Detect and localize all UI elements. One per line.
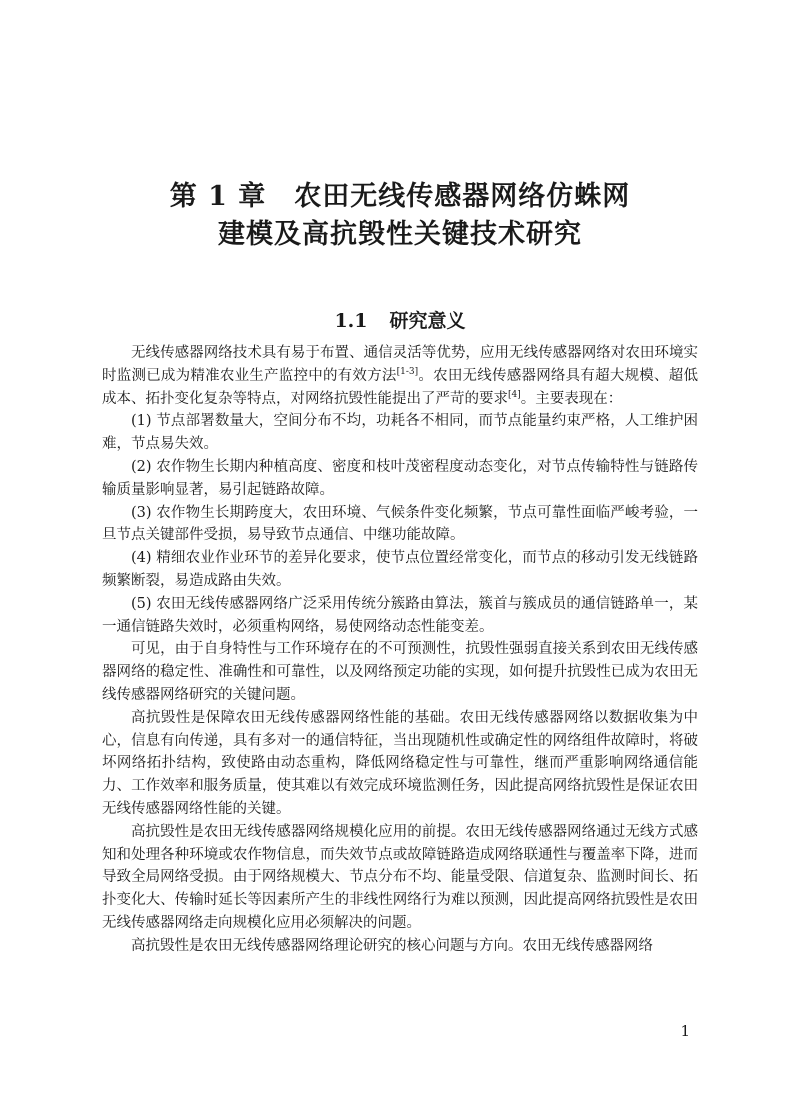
section-number: 1.1	[334, 309, 368, 332]
chapter-title-line-2: 建模及高抗毁性关键技术研究	[218, 219, 582, 251]
chapter-title-line-1: 第 1 章 农田无线传感器网络仿蛛网	[169, 181, 631, 213]
paragraph-scale: 高抗毁性是农田无线传感器网络规模化应用的前提。农田无线传感器网络通过无线方式感知和处理各种环境或农作物信息，而失效节点或故障链路造成网络联通性与覆盖率下降，进而导致全局网络受损。由于网络规模大、节点分布不均、能量受限、信道复杂、监测时间长、拓扑变化大、传输时延长等因素所产生的非线性网络行为难以预测，因此提高网络抗毁性是农田无线传感器网络走向规模化应用必须解决的问题。	[102, 823, 698, 931]
paragraph-conclusion: 可见，由于自身特性与工作环境存在的不可预测性，抗毁性强弱直接关系到农田无线传感器网络的稳定性、准确性和可靠性，以及网络预定功能的实现，如何提升抗毁性已成为农田无线传感器网络研究的关键问题。	[102, 641, 698, 703]
paragraph-theory: 高抗毁性是农田无线传感器网络理论研究的核心问题与方向。农田无线传感器网络	[131, 937, 653, 954]
body-text	[102, 342, 698, 958]
paragraph-performance: 高抗毁性是保障农田无线传感器网络性能的基础。农田无线传感器网络以数据收集为中心，信息有向传递，具有多对一的通信特征，当出现随机性或确定性的网络组件故障时，将破坏网络拓扑结构，致使路由动态重构，降低网络稳定性与可靠性，继而严重影响网络通信能力、工作效率和服务质量，使其难以有效完成环境监测任务，因此提高网络抗毁性是保证农田无线传感器网络性能的关键。	[102, 709, 698, 817]
intro-text-c: 。主要表现在：	[520, 390, 623, 407]
list-item-3: (3) 农作物生长期跨度大，农田环境、气候条件变化频繁，节点可靠性面临严峻考验，一旦节点关键部件受损，易导致节点通信、中继功能故障。	[102, 504, 698, 544]
intro-text-b: 。农田无线传感器网络具有超大规模、超低成本、拓扑变化复杂等特点，对网络抗毁性能提出了严苛的要求	[102, 367, 699, 407]
list-item-1: (1) 节点部署数量大，空间分布不均，功耗各不相同，而节点能量约束严格，人工维护困难，节点易失效。	[102, 413, 698, 453]
section-title	[0, 307, 800, 335]
list-item-2: (2) 农作物生长期内种植高度、密度和枝叶茂密程度动态变化，对节点传输特性与链路传输质量影响显著，易引起链路故障。	[102, 458, 698, 498]
section-heading: 研究意义	[389, 309, 466, 332]
list-item-4: (4) 精细农业作业环节的差异化要求，使节点位置经常变化，而节点的移动引发无线链路频繁断裂，易造成路由失效。	[102, 550, 698, 589]
intro-text-a: 无线传感器网络技术具有易于布置、通信灵活等优势，应用无线传感器网络对农田环境实时监测已成为精准农业生产监控中的有效方法	[102, 345, 698, 384]
paragraph-intro	[102, 342, 698, 410]
chapter-title	[0, 178, 800, 254]
list-item-5: (5) 农田无线传感器网络广泛采用传统分簇路由算法，簇首与簇成员的通信链路单一，某一通信链路失效时，必须重构网络，易使网络动态性能变差。	[102, 595, 698, 635]
citation-4: [4]	[508, 389, 521, 400]
page-number: 1	[680, 1022, 690, 1040]
citation-1-3: [1-3]	[396, 366, 419, 377]
